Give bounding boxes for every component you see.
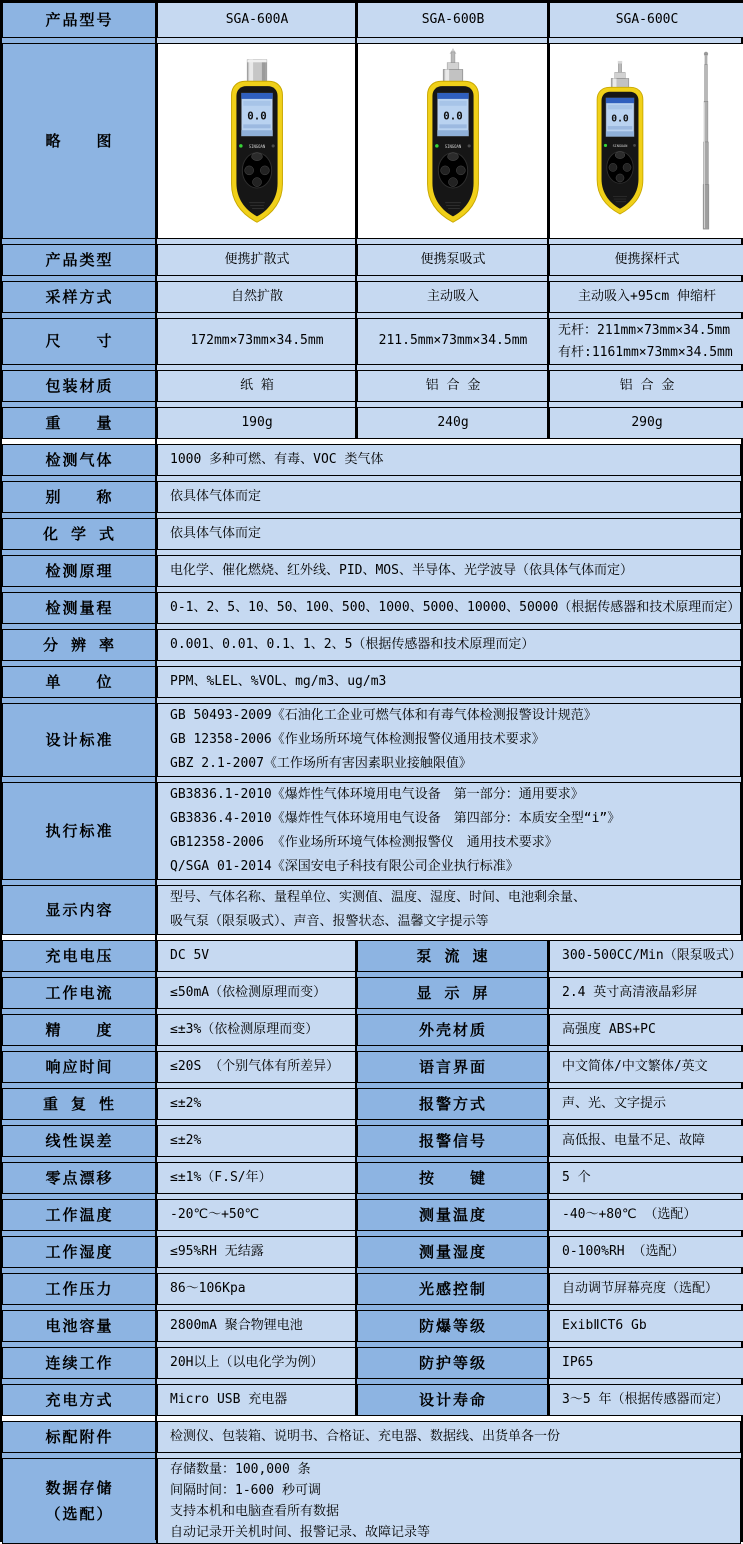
spec-label-cell: 工作电流	[2, 977, 157, 1009]
spec-value-cell: 高低报、电量不足、故障	[549, 1125, 743, 1157]
text-line: 存储数量：100,000 条	[170, 1462, 311, 1477]
display-content-value	[157, 885, 741, 935]
chemical-formula-value: 依具体气体而定	[157, 518, 741, 550]
spec-label-cell: 电池容量	[2, 1310, 157, 1342]
sampling-a: 自然扩散	[157, 281, 357, 313]
spec-label-cell: 重 复 性	[2, 1088, 157, 1120]
text-line: 间隔时间：1-600 秒可调	[170, 1483, 321, 1498]
grid-line-vertical	[355, 2, 357, 439]
text-line: GB 12358-2006《作业场所环境气体检测报警仪通用技术要求》	[170, 732, 545, 747]
power-led	[239, 144, 243, 148]
weight-b: 240g	[357, 407, 549, 439]
spec-value-cell: IP65	[549, 1347, 743, 1379]
text-line: 吸气泵（限泵吸式）、声音、报警状态、温馨文字提示等	[170, 914, 489, 929]
spec-label-cell: 外壳材质	[357, 1014, 549, 1046]
dimensions-a: 172mm×73mm×34.5mm	[157, 318, 357, 365]
row-label-chemical-formula: 化 学 式	[2, 518, 157, 550]
grid-line-vertical	[155, 2, 157, 1540]
row-label-units: 单 位	[2, 666, 157, 698]
spec-label-cell: 测量温度	[357, 1199, 549, 1231]
text-line: （选配）	[45, 1505, 114, 1523]
spec-value-cell: 3～5 年（根据传感器而定）	[549, 1384, 743, 1416]
header-label-cell: 产品型号	[2, 2, 157, 38]
text-line: Q/SGA 01-2014《深国安电子科技有限公司企业执行标准》	[170, 859, 519, 874]
row-label-execution-standards: 执行标准	[2, 782, 157, 880]
spec-value-cell: 声、光、文字提示	[549, 1088, 743, 1120]
model-cell-c: SGA-600C	[549, 2, 743, 38]
grid-line-vertical	[547, 2, 549, 439]
device-screen-value: 0.0	[611, 113, 629, 125]
gas-detector-probe-icon	[576, 52, 664, 230]
spec-label-cell: 报警信号	[357, 1125, 549, 1157]
text-line: 无杆：211mm×73mm×34.5mm	[558, 322, 731, 338]
row-label-detection-principle: 检测原理	[2, 555, 157, 587]
weight-c: 290g	[549, 407, 743, 439]
spec-label-cell: 光感控制	[357, 1273, 549, 1305]
spec-value-cell: ≤20S （个别气体有所差异）	[157, 1051, 357, 1083]
row-label-data-storage	[2, 1458, 157, 1544]
text-line: 数据存储	[45, 1479, 114, 1497]
spec-label-cell: 零点漂移	[2, 1162, 157, 1194]
spec-value-cell: -40～+80℃ （选配）	[549, 1199, 743, 1231]
grid-line-vertical	[547, 940, 549, 1416]
power-led	[604, 144, 607, 147]
dimensions-c	[549, 318, 743, 365]
spec-value-cell: 2.4 英寸高清液晶彩屏	[549, 977, 743, 1009]
spec-value-cell: ≤±3%（依检测原理而变）	[157, 1014, 357, 1046]
spec-value-cell: ≤±1%（F.S/年）	[157, 1162, 357, 1194]
spec-label-cell: 语言界面	[357, 1051, 549, 1083]
spec-label-cell: 充电电压	[2, 940, 157, 972]
gas-detector-pump-icon	[404, 48, 502, 234]
grid-line-vertical	[355, 940, 357, 1416]
row-label-detected-gas: 检测气体	[2, 444, 157, 476]
model-cell-a: SGA-600A	[157, 2, 357, 38]
row-label-packaging: 包装材质	[2, 370, 157, 402]
spec-label-cell: 按 键	[357, 1162, 549, 1194]
device-and-rod	[576, 46, 718, 236]
packaging-a: 纸 箱	[157, 370, 357, 402]
spec-value-cell: 5 个	[549, 1162, 743, 1194]
text-line: 自动记录开关机时间、报警记录、故障记录等	[170, 1525, 431, 1540]
detected-gas-value: 1000 多种可燃、有毒、VOC 类气体	[157, 444, 741, 476]
detection-principle-value: 电化学、催化燃烧、红外线、PID、MOS、半导体、光学波导（依具体气体而定）	[157, 555, 741, 587]
text-line: GBZ 2.1-2007《工作场所有害因素职业接触限值》	[170, 756, 472, 771]
design-standards-value	[157, 703, 741, 777]
sketch-label-cell: 略 图	[2, 43, 157, 239]
row-label-design-standards: 设计标准	[2, 703, 157, 777]
section-general-specs	[2, 444, 741, 935]
row-label-resolution: 分 辨 率	[2, 629, 157, 661]
text-line: GB3836.1-2010《爆炸性气体环境用电气设备 第一部分：通用要求》	[170, 787, 584, 802]
row-label-display-content: 显示内容	[2, 885, 157, 935]
alias-value: 依具体气体而定	[157, 481, 741, 513]
data-storage-value	[157, 1458, 741, 1544]
model-cell-b: SGA-600B	[357, 2, 549, 38]
spec-value-cell: ≤50mA（依检测原理而变）	[157, 977, 357, 1009]
spec-value-cell: Micro USB 充电器	[157, 1384, 357, 1416]
section-paired-specs	[2, 940, 741, 1416]
spec-value-cell: ≤±2%	[157, 1125, 357, 1157]
spec-value-cell: 高强度 ABS+PC	[549, 1014, 743, 1046]
product-type-a: 便携扩散式	[157, 244, 357, 276]
spec-label-cell: 连续工作	[2, 1347, 157, 1379]
brand-text: SINGOAN	[248, 143, 266, 149]
sampling-c: 主动吸入+95cm 伸缩杆	[549, 281, 743, 313]
brand-text: SINGOAN	[444, 143, 462, 149]
gas-detector-icon	[208, 48, 306, 234]
row-label-weight: 重 量	[2, 407, 157, 439]
section-accessories-storage	[2, 1421, 741, 1544]
spec-value-cell: ≤±2%	[157, 1088, 357, 1120]
spec-value-cell: DC 5V	[157, 940, 357, 972]
row-label-accessories: 标配附件	[2, 1421, 157, 1453]
execution-standards-value	[157, 782, 741, 880]
spec-label-cell: 工作温度	[2, 1199, 157, 1231]
spec-value-cell: 自动调节屏幕亮度（选配）	[549, 1273, 743, 1305]
text-line: GB 50493-2009《石油化工企业可燃气体和有毒气体检测报警设计规范》	[170, 708, 597, 723]
text-line: 有杆:1161mm×73mm×34.5mm	[558, 344, 733, 360]
brand-text: SINGOAN	[612, 144, 628, 149]
spec-label-cell: 设计寿命	[357, 1384, 549, 1416]
packaging-c: 铝 合 金	[549, 370, 743, 402]
detection-range-value: 0-1、2、5、10、50、100、500、1000、5000、10000、50000（根据传感器和技术原理而定）	[157, 592, 741, 624]
text-line: GB3836.4-2010《爆炸性气体环境用电气设备 第四部分：本质安全型“i”》	[170, 811, 621, 826]
sampling-b: 主动吸入	[357, 281, 549, 313]
row-label-sampling: 采样方式	[2, 281, 157, 313]
row-label-product-type: 产品类型	[2, 244, 157, 276]
spec-label-cell: 防护等级	[357, 1347, 549, 1379]
spec-label-cell: 防爆等级	[357, 1310, 549, 1342]
spec-label-cell: 工作压力	[2, 1273, 157, 1305]
row-label-alias: 别 称	[2, 481, 157, 513]
accessories-value: 检测仪、包装箱、说明书、合格证、充电器、数据线、出货单各一份	[157, 1421, 741, 1453]
spec-value-cell: 20H以上（以电化学为例）	[157, 1347, 357, 1379]
spec-label-cell: 响应时间	[2, 1051, 157, 1083]
telescopic-rod-icon	[694, 49, 718, 233]
weight-a: 190g	[157, 407, 357, 439]
product-type-c: 便携探杆式	[549, 244, 743, 276]
units-value: PPM、%LEL、%VOL、mg/m3、ug/m3	[157, 666, 741, 698]
device-image-sga-600a	[157, 43, 357, 239]
text-line: 支持本机和电脑查看所有数据	[170, 1504, 340, 1519]
spec-label-cell: 充电方式	[2, 1384, 157, 1416]
spec-value-cell: 2800mA 聚合物锂电池	[157, 1310, 357, 1342]
device-screen-value: 0.0	[247, 109, 267, 123]
spec-value-cell: ExibⅡCT6 Gb	[549, 1310, 743, 1342]
spec-value-cell: 中文简体/中文繁体/英文	[549, 1051, 743, 1083]
spec-label-cell: 测量湿度	[357, 1236, 549, 1268]
product-type-b: 便携泵吸式	[357, 244, 549, 276]
spec-value-cell: 300-500CC/Min（限泵吸式）	[549, 940, 743, 972]
section-products	[2, 2, 741, 439]
spec-label-cell: 泵 流 速	[357, 940, 549, 972]
power-led	[435, 144, 439, 148]
spec-value-cell: -20℃～+50℃	[157, 1199, 357, 1231]
row-label-dimensions: 尺 寸	[2, 318, 157, 365]
text-line: GB12358-2006 《作业场所环境气体检测报警仪 通用技术要求》	[170, 835, 558, 850]
spec-value-cell: ≤95%RH 无结露	[157, 1236, 357, 1268]
text-line: 型号、气体名称、量程单位、实测值、温度、湿度、时间、电池剩余量、	[170, 890, 587, 905]
spec-label-cell: 线性误差	[2, 1125, 157, 1157]
device-image-sga-600c	[549, 43, 743, 239]
spec-label-cell: 精 度	[2, 1014, 157, 1046]
spec-label-cell: 工作湿度	[2, 1236, 157, 1268]
resolution-value: 0.001、0.01、0.1、1、2、5（根据传感器和技术原理而定）	[157, 629, 741, 661]
dimensions-b: 211.5mm×73mm×34.5mm	[357, 318, 549, 365]
device-image-sga-600b	[357, 43, 549, 239]
spec-label-cell: 显 示 屏	[357, 977, 549, 1009]
spec-label-cell: 报警方式	[357, 1088, 549, 1120]
row-label-detection-range: 检测量程	[2, 592, 157, 624]
packaging-b: 铝 合 金	[357, 370, 549, 402]
spec-value-cell: 86～106Kpa	[157, 1273, 357, 1305]
spec-value-cell: 0-100%RH （选配）	[549, 1236, 743, 1268]
device-screen-value: 0.0	[443, 109, 463, 123]
